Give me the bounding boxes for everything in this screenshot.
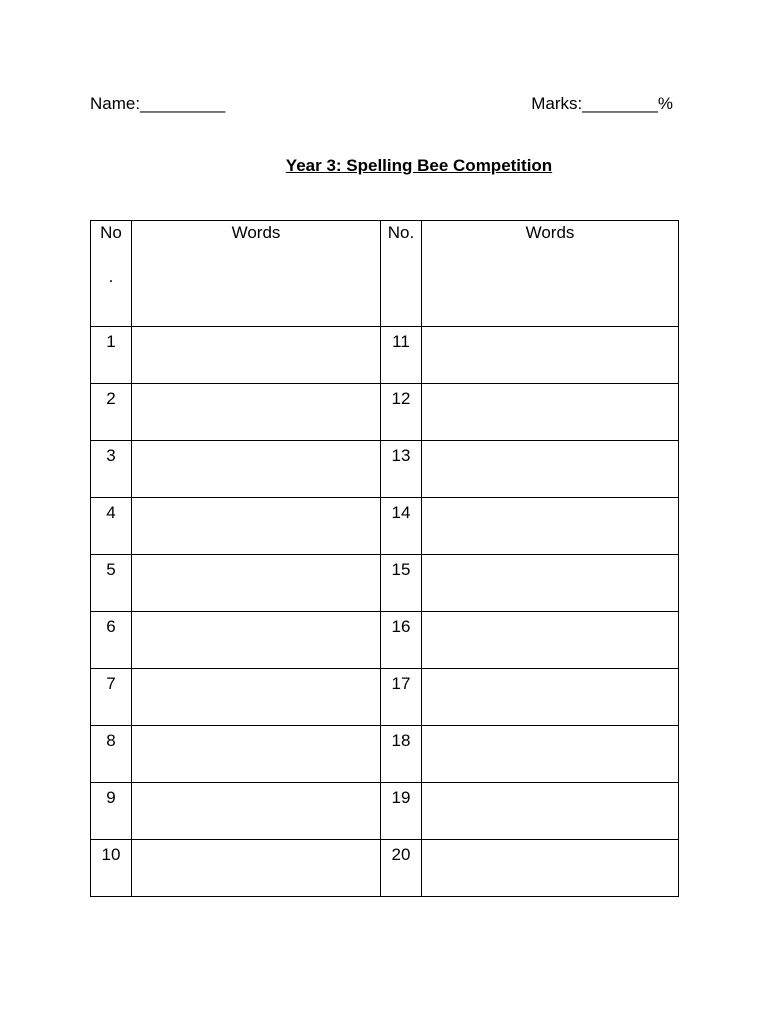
row-number-left: 10 [91,840,132,897]
row-number-right: 12 [381,384,422,441]
row-number-left: 2 [91,384,132,441]
row-number-left: 8 [91,726,132,783]
word-cell-right[interactable] [422,840,679,897]
name-blank-line[interactable]: _________ [140,94,226,113]
table-row [91,327,679,384]
marks-blank-line[interactable]: ________ [582,94,658,113]
word-cell-left[interactable] [132,555,381,612]
row-number-left: 5 [91,555,132,612]
marks-label: Marks: [531,94,583,113]
word-cell-left[interactable] [132,783,381,840]
table-row [91,669,679,726]
word-cell-left[interactable] [132,669,381,726]
row-number-right: 14 [381,498,422,555]
row-number-right: 19 [381,783,422,840]
row-number-left: 1 [91,327,132,384]
spelling-table [90,220,679,897]
header-words-right: Words [422,221,679,327]
header-no-left-text: No [100,223,122,242]
row-number-left: 3 [91,441,132,498]
word-cell-left[interactable] [132,327,381,384]
word-cell-left[interactable] [132,840,381,897]
word-cell-right[interactable] [422,669,679,726]
word-cell-right[interactable] [422,498,679,555]
row-number-right: 20 [381,840,422,897]
table-row [91,498,679,555]
name-label: Name: [90,94,141,113]
table-row [91,612,679,669]
word-cell-right[interactable] [422,726,679,783]
word-cell-left[interactable] [132,726,381,783]
word-cell-left[interactable] [132,498,381,555]
row-number-left: 9 [91,783,132,840]
word-cell-left[interactable] [132,384,381,441]
word-cell-right[interactable] [422,612,679,669]
word-cell-right[interactable] [422,783,679,840]
row-number-right: 13 [381,441,422,498]
row-number-right: 15 [381,555,422,612]
word-cell-left[interactable] [132,441,381,498]
table-row [91,441,679,498]
table-body [91,327,679,897]
word-cell-left[interactable] [132,612,381,669]
table-row [91,840,679,897]
word-cell-right[interactable] [422,384,679,441]
header-words-left: Words [132,221,381,327]
word-cell-right[interactable] [422,441,679,498]
word-cell-right[interactable] [422,327,679,384]
header-no-right: No. [381,221,422,327]
table-row [91,726,679,783]
table-row [91,555,679,612]
name-field[interactable] [90,92,225,116]
row-number-right: 16 [381,612,422,669]
row-number-left: 4 [91,498,132,555]
row-number-left: 6 [91,612,132,669]
row-number-right: 17 [381,669,422,726]
table-row [91,384,679,441]
row-number-right: 18 [381,726,422,783]
row-number-left: 7 [91,669,132,726]
header-no-left-dot: . [108,267,114,286]
table-header-row [91,221,679,327]
row-number-right: 11 [381,327,422,384]
marks-field[interactable] [531,92,673,116]
header-no-left [91,221,132,327]
table-row [91,783,679,840]
word-cell-right[interactable] [422,555,679,612]
worksheet-title: Year 3: Spelling Bee Competition [285,156,553,175]
percent-sign: % [657,94,673,113]
